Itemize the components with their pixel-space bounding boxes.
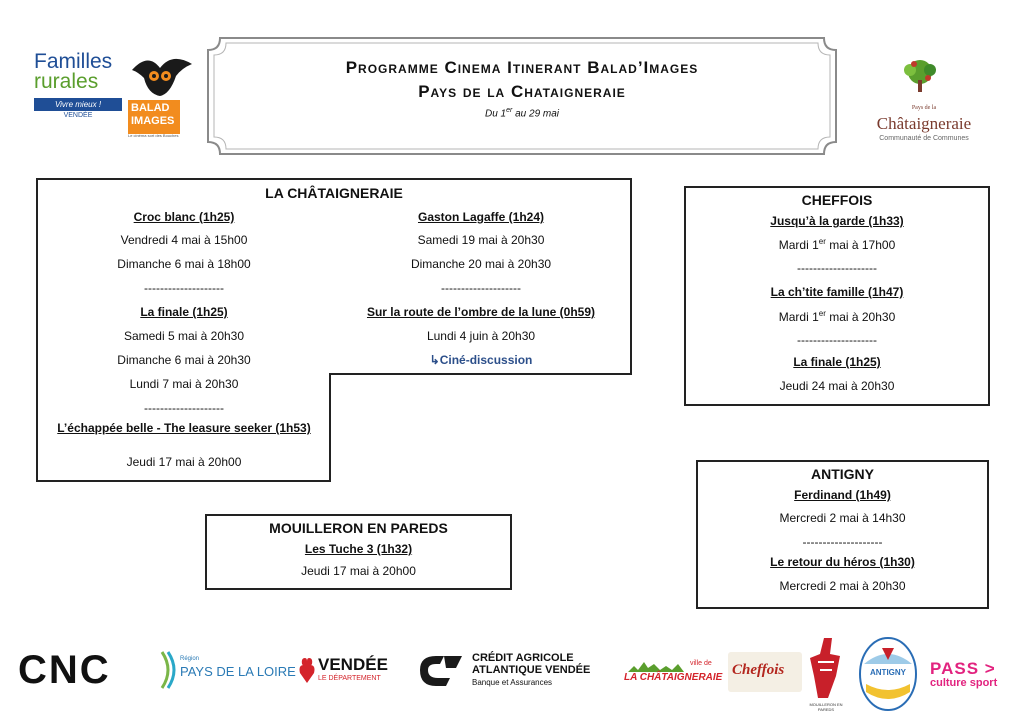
cheffois-logo [728,652,802,692]
vchat-name: LA CHÂTAIGNERAIE [624,672,723,683]
film-title: L’échappée belle - The leasure seeker (1h53) [57,421,311,435]
film-title: Le retour du héros (1h30) [770,555,915,569]
mouilleron-box [205,514,512,590]
cine-discussion-link[interactable]: ↳Ciné-discussion [429,353,533,367]
separator: -------------------- [144,281,224,295]
culture-sport-label: culture sport [930,677,998,689]
ca-line3: Banque et Assurances [472,678,553,687]
mouilleron-emblem-icon [806,636,846,700]
showtime: Jeudi 24 mai à 20h30 [779,379,895,393]
showtime: Vendredi 4 mai à 15h00 [120,233,248,247]
showtime: Mercredi 2 mai à 14h30 [779,511,906,525]
pays-de-la-loire-logo [158,650,296,692]
film-title: Croc blanc (1h25) [133,210,235,224]
separator: -------------------- [802,535,883,549]
date-range: Du 1er au 29 mai [484,107,560,120]
balad-images-wordmark [128,100,180,134]
showtime: Mardi 1er mai à 20h30 [778,309,896,324]
antigny-logo-name: ANTIGNY [870,668,906,677]
page-subtitle: Pays de la Chataigneraie [418,82,626,101]
ca-line1: CRÉDIT AGRICOLE [472,652,574,664]
showtime: Dimanche 6 mai à 20h30 [117,353,251,367]
familles-rurales-logo [34,52,124,140]
mouilleron-logo [804,636,848,712]
antigny-box [696,460,989,609]
showtime: Lundi 7 mai à 20h30 [129,377,239,391]
cheffois-title: CHEFFOIS [801,192,873,208]
vendee-hearts-icon [298,655,316,685]
tree-icon [898,58,942,92]
separator: -------------------- [797,333,877,347]
vendee-name: VENDÉE [318,655,388,674]
chataigneraie-col2 [332,210,630,375]
film-title: Sur la route de l’ombre de la lune (0h59) [366,305,596,319]
link-arrow-icon: ↳ [429,353,440,367]
chataigneraie-cc-sub: Communauté de Communes [879,135,969,142]
chataigneraie-cc-name: Pays de la Châtaigneraie [876,105,972,133]
chataigneraie-col1 [38,210,330,475]
showtime: Dimanche 20 mai à 20h30 [410,257,552,271]
vendee-sub: LE DÉPARTEMENT [318,675,381,682]
film-title: La finale (1h25) [793,355,881,369]
credit-agricole-icon [416,652,466,688]
film-title: Ferdinand (1h49) [794,488,891,502]
showtime: Dimanche 6 mai à 18h00 [117,257,251,271]
chataigneraie-cc-logo [864,58,984,142]
separator: -------------------- [441,281,521,295]
showtime: Mercredi 2 mai à 20h30 [779,579,906,593]
cnc-logo: CNC [18,648,111,692]
wave-icon [158,650,178,690]
film-title: Les Tuche 3 (1h32) [304,542,413,556]
showtime: Jeudi 17 mai à 20h00 [301,564,416,578]
film-title: Gaston Lagaffe (1h24) [417,210,545,224]
rurales-word: rurales [34,70,99,93]
pass-culture-sport-logo [930,660,1010,694]
showtime: Jeudi 17 mai à 20h00 [126,455,242,469]
page-title: Programme Cinema Itinerant Balad’Images [345,58,699,77]
title-banner [206,36,838,156]
owl-icon [126,50,196,102]
film-title: Jusqu’à la garde (1h33) [770,214,904,228]
balad-tagline: Le cinéma sort des Bouches [128,133,179,138]
mouilleron-logo-name: MOUILLERON EN PAREDS [809,702,843,712]
showtime: Samedi 19 mai à 20h30 [417,233,545,247]
familles-word: Familles [34,50,113,73]
vchat-small: ville de [690,660,712,667]
mouilleron-title: MOUILLERON EN PAREDS [269,520,448,536]
ca-line2: ATLANTIQUE VENDÉE [472,664,591,676]
film-title: La ch’tite famille (1h47) [770,285,904,299]
antigny-title: ANTIGNY [811,466,874,482]
village-skyline-icon [628,660,688,672]
familles-region: VENDÉE [63,112,93,119]
vendee-logo [298,653,398,691]
pass-label: PASS > [930,659,996,678]
cheffois-logo-name: Cheffois [732,662,785,678]
pdl-name: PAYS DE LA LOIRE [180,664,296,679]
showtime: Lundi 4 juin à 20h30 [426,329,536,343]
images-word: IMAGES [131,115,175,127]
film-title: La finale (1h25) [140,305,228,319]
showtime: Samedi 5 mai à 20h30 [123,329,245,343]
balad-word: BALAD [131,102,170,114]
credit-agricole-logo [416,650,616,692]
cheffois-box [684,186,990,406]
ville-chataigneraie-logo [624,660,724,690]
balad-images-logo [126,50,196,142]
separator: -------------------- [797,261,877,275]
antigny-logo [856,634,920,714]
chataigneraie-title: LA CHÂTAIGNERAIE [265,185,403,201]
showtime: Mardi 1er mai à 17h00 [778,237,896,252]
pdl-region-label: Région [180,656,200,662]
separator: -------------------- [144,401,224,415]
familles-band: Vivre mieux ! [34,98,122,111]
